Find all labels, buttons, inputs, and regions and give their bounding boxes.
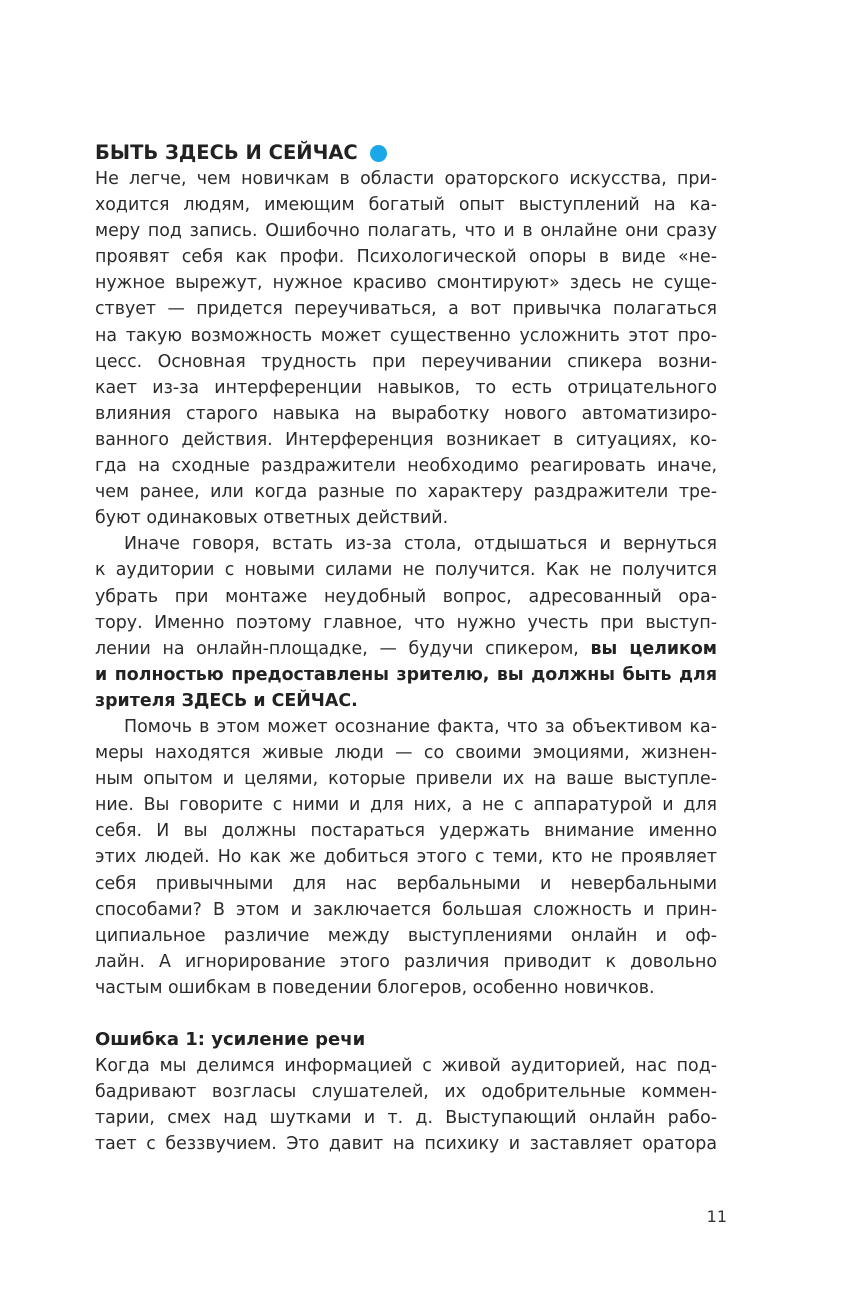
paragraph-2: [95, 531, 717, 714]
paragraph-3-line: себя привычными для нас вербальными и невербальными: [95, 873, 717, 894]
paragraph-2-line: к аудитории с новыми силами не получится. Как не получится: [95, 560, 717, 581]
paragraph-4-line: бадривают возгласы слушателей, их одобрительные коммен-: [95, 1082, 717, 1103]
error-1-heading: Ошибка 1: усиление речи: [95, 1029, 366, 1050]
paragraph-2-line: убрать при монтаже неудобный вопрос, адресованный ора-: [95, 586, 717, 607]
paragraph-3-line: Помочь в этом может осознание факта, что за объективом ка-: [124, 716, 717, 737]
paragraph-2-line: тору. Именно поэтому главное, что нужно учесть при выступ-: [95, 612, 717, 633]
paragraph-2-line: [95, 636, 717, 662]
paragraph-1: [95, 166, 717, 531]
paragraph-4-line: Когда мы делимся информацией с живой аудиторией, нас под-: [95, 1056, 717, 1076]
paragraph-3-line: себя. И вы должны постараться удержать внимание именно: [95, 821, 717, 842]
paragraph-1-line: цесс. Основная трудность при переучивании спикера возни-: [95, 351, 717, 372]
page-number: 11: [706, 1207, 727, 1226]
paragraph-3-line: ципиальное различие между выступлениями онлайн и оф-: [95, 925, 717, 946]
paragraph-1-line: нужное вырежут, нужное красиво смонтируют» здесь не суще-: [95, 273, 717, 294]
paragraph-2-line: Иначе говоря, встать из-за стола, отдышаться и вернуться: [124, 534, 717, 555]
paragraph-1-line: ванного действия. Интерференция возникает в ситуациях, ко-: [95, 429, 717, 450]
paragraph-1-line: ходится людям, имеющим богатый опыт выступлений на ка-: [95, 195, 717, 216]
paragraph-4-line: тает с беззвучием. Это давит на психику и заставляет оратора: [95, 1134, 717, 1155]
paragraph-3-line: меры находятся живые люди — со своими эмоциями, жизнен-: [95, 743, 717, 764]
paragraph-2-line-text: лении на онлайн-площадке, — будучи спикером,: [95, 638, 579, 659]
emphasis-text: вы целиком: [590, 638, 718, 659]
accent-dot-icon: [370, 145, 387, 162]
page-content: [95, 140, 717, 1157]
paragraph-3-line: способами? В этом и заключается большая сложность и прин-: [95, 899, 717, 920]
paragraph-1-line: на такую возможность может существенно усложнить этот про-: [95, 325, 717, 346]
paragraph-1-line: проявят себя как профи. Психологической опоры в виде «не-: [95, 247, 717, 268]
paragraph-3-line: частым ошибкам в поведении блогеров, особенно новичков.: [95, 977, 655, 998]
emphasis-text: и полностью предоставлены зрителю, вы должны быть для: [95, 664, 717, 685]
paragraph-1-line: ствует — придется переучиваться, а вот привычка полагаться: [95, 299, 717, 320]
paragraph-1-line: Не легче, чем новичкам в области ораторского искусства, при-: [95, 169, 717, 189]
paragraph-1-line: влияния старого навыка на выработку нового автоматизиро-: [95, 403, 717, 424]
paragraph-1-line: кает из-за интерференции навыков, то есть отрицательного: [95, 377, 717, 398]
paragraph-3-line: ным опытом и целями, которые привели их на ваше выступле-: [95, 769, 717, 790]
paragraph-3: [95, 714, 717, 1001]
paragraph-3-line: лайн. А игнорирование этого различия приводит к довольно: [95, 951, 717, 972]
paragraph-1-line: чем ранее, или когда разные по характеру раздражители тре-: [95, 482, 717, 503]
paragraph-1-line: буют одинаковых ответных действий.: [95, 508, 449, 529]
section-heading: [95, 140, 717, 166]
section-title: БЫТЬ ЗДЕСЬ И СЕЙЧАС: [95, 141, 358, 164]
paragraph-3-line: ние. Вы говорите с ними и для них, а не с аппаратурой и для: [95, 795, 717, 816]
paragraph-2-bold-line: [95, 688, 717, 714]
paragraph-4: [95, 1053, 717, 1157]
paragraph-4-line: тарии, смех над шутками и т. д. Выступающий онлайн рабо-: [95, 1108, 717, 1129]
emphasis-text: зрителя ЗДЕСЬ и СЕЙЧАС.: [95, 690, 358, 711]
paragraph-1-line: меру под запись. Ошибочно полагать, что и в онлайне они сразу: [95, 221, 717, 242]
paragraph-3-line: этих людей. Но как же добиться этого с теми, кто не проявляет: [95, 847, 717, 868]
paragraph-2-bold-line: [95, 662, 717, 688]
paragraph-1-line: гда на сходные раздражители необходимо реагировать иначе,: [95, 456, 717, 477]
